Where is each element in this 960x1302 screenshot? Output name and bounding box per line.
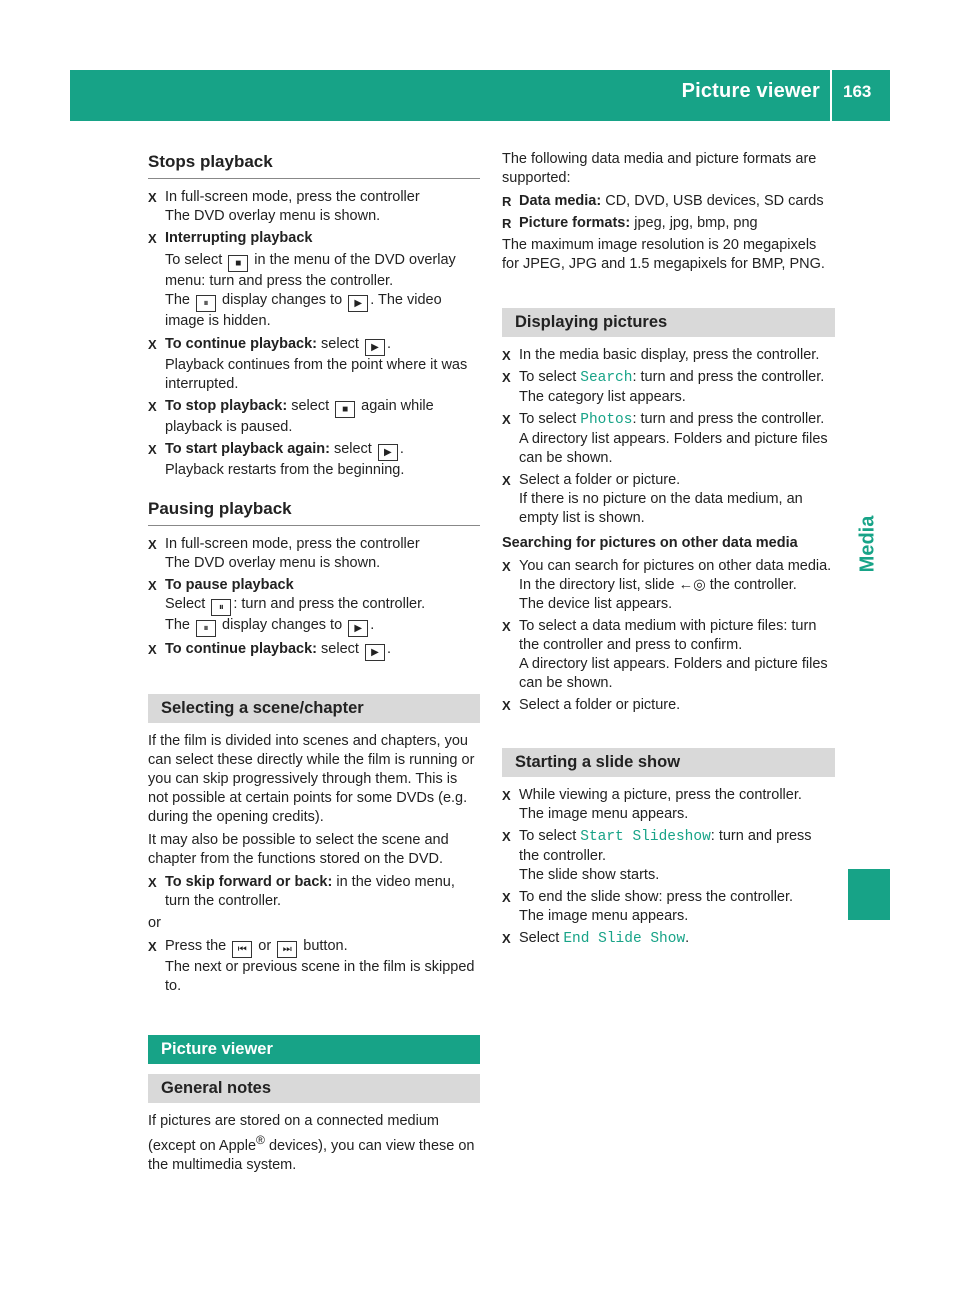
- step-media-basic: X In the media basic display, press the controller.: [502, 346, 835, 365]
- step-to-pause: X To pause playback Select ⏸ : turn and press the controller. The ⏸ display changes to ▶ .: [148, 576, 480, 637]
- heading-stops-playback: Stops playback: [148, 150, 480, 179]
- step-viewing-picture: X While viewing a picture, press the controller. The image menu appears.: [502, 786, 835, 824]
- heading-slide-show: Starting a slide show: [502, 748, 835, 777]
- scene-paragraph-2: It may also be possible to select the scene and chapter from the functions stored on the DVD.: [148, 832, 449, 867]
- step-continue-playback: X To continue playback: select ▶ . Playback continues from the point where it was interrupted.: [148, 335, 480, 394]
- skip-back-icon: ⏮: [232, 941, 252, 958]
- heading-selecting-scene: Selecting a scene/chapter: [148, 694, 480, 723]
- resolution-paragraph: The maximum image resolution is 20 megapixels for JPEG, JPG and 1.5 megapixels for BMP, PNG.: [502, 237, 825, 272]
- interrupting-instructions: To select ■ in the menu of the DVD overlay menu: turn and press the controller. The ⏸ display changes to ▶ . The video image is hidden.: [165, 252, 456, 329]
- stop-icon: ■: [228, 255, 248, 272]
- slide-left-icon: ←◎: [678, 577, 706, 593]
- step-search-other-media: X You can search for pictures on other data media. In the directory list, slide ←◎ the controller. The device list appears.: [502, 557, 835, 614]
- step-select-folder-2: X Select a folder or picture.: [502, 696, 835, 715]
- scene-paragraph-1: If the film is divided into scenes and chapters, you can select these directly while the film is running or you can skip progressively through them. This is not possible at certain points for some DVDs (e.g. during the opening credits).: [148, 733, 475, 825]
- step-select-end-slideshow: X Select End Slide Show.: [502, 929, 835, 949]
- step-end-slideshow: X To end the slide show: press the controller. The image menu appears.: [502, 888, 835, 926]
- step-start-playback-again: X To start playback again: select ▶ . Playback restarts from the beginning.: [148, 440, 480, 480]
- header-divider: [830, 70, 832, 121]
- play-icon: ▶: [365, 644, 385, 661]
- search-menu-item: Search: [580, 370, 633, 386]
- pause-icon: ⏸: [196, 295, 216, 312]
- side-tab-block: [848, 869, 890, 920]
- bullet-data-media: R Data media: CD, DVD, USB devices, SD cards: [502, 192, 835, 211]
- side-tab-label: Media: [856, 515, 879, 573]
- start-slideshow-menu-item: Start Slideshow: [580, 829, 711, 845]
- heading-picture-viewer: Picture viewer: [148, 1035, 480, 1064]
- skip-forward-icon: ⏭: [277, 941, 297, 958]
- heading-searching: Searching for pictures on other data media: [502, 535, 798, 551]
- step-press-skip: X Press the ⏮ or ⏭ button. The next or previous scene in the film is skipped to.: [148, 937, 480, 996]
- step-skip: X To skip forward or back: in the video menu, turn the controller.: [148, 873, 480, 911]
- general-notes-paragraph: If pictures are stored on a connected medium (except on Apple® devices), you can view these on the multimedia system.: [148, 1113, 475, 1173]
- step-interrupting: X Interrupting playback: [148, 229, 480, 248]
- play-icon: ▶: [378, 444, 398, 461]
- step-stop-playback: X To stop playback: select ■ again while playback is paused.: [148, 397, 480, 437]
- step-select-folder: X Select a folder or picture. If there is no picture on the data medium, an empty list is shown.: [502, 471, 835, 528]
- play-icon: ▶: [365, 339, 385, 356]
- step-fullscreen-pause: X In full-screen mode, press the controller The DVD overlay menu is shown.: [148, 535, 480, 573]
- step-continue-playback-2: X To continue playback: select ▶ .: [148, 640, 480, 661]
- or-label: or: [148, 915, 161, 931]
- heading-displaying-pictures: Displaying pictures: [502, 308, 835, 337]
- end-slideshow-menu-item: End Slide Show: [563, 931, 686, 947]
- formats-intro: The following data media and picture formats are supported:: [502, 151, 817, 186]
- heading-general-notes: General notes: [148, 1074, 480, 1103]
- bullet-picture-formats: R Picture formats: jpeg, jpg, bmp, png: [502, 214, 835, 233]
- stop-icon: ■: [335, 401, 355, 418]
- step-select-photos: X To select Photos: turn and press the controller. A directory list appears. Folders and picture files can be shown.: [502, 410, 835, 468]
- pause-icon: ⏸: [196, 620, 216, 637]
- play-icon: ▶: [348, 620, 368, 637]
- step-select-search: X To select Search: turn and press the controller. The category list appears.: [502, 368, 835, 407]
- section-title: Picture viewer: [681, 80, 820, 102]
- photos-menu-item: Photos: [580, 412, 633, 428]
- step-select-data-medium: X To select a data medium with picture files: turn the controller and press to confirm. A directory list appears. Folders and picture files can be shown.: [502, 617, 835, 693]
- play-icon: ▶: [348, 295, 368, 312]
- step-fullscreen: X In full-screen mode, press the controller The DVD overlay menu is shown.: [148, 188, 480, 226]
- step-start-slideshow: X To select Start Slideshow: turn and press the controller. The slide show starts.: [502, 827, 835, 885]
- left-column: [148, 150, 480, 1179]
- page-number: 163: [843, 82, 872, 101]
- pause-icon: ⏸: [211, 599, 231, 616]
- right-column: [502, 150, 835, 952]
- heading-pausing-playback: Pausing playback: [148, 497, 480, 526]
- side-tab: [848, 489, 888, 599]
- header-bar: [70, 70, 890, 121]
